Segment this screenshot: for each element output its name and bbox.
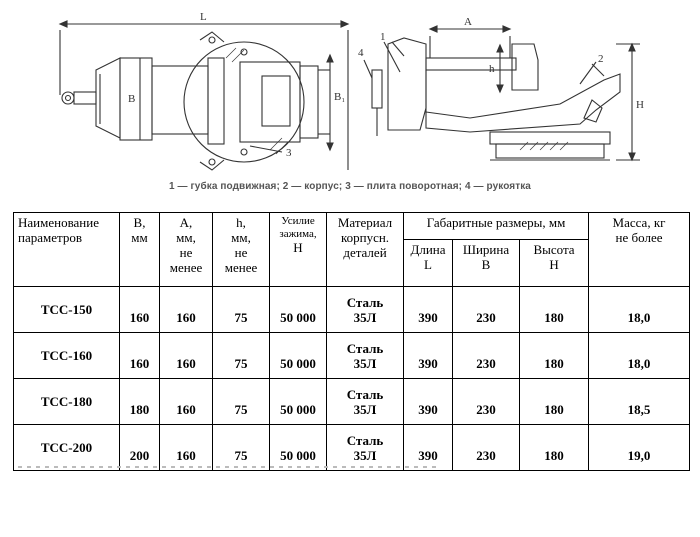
cell-h: 75 — [213, 425, 270, 471]
table-row — [14, 425, 690, 471]
vise-side-view — [364, 26, 640, 160]
header-force: Усилие зажима, Н — [270, 213, 327, 287]
dim-label-A: A — [464, 16, 472, 28]
cell-width: 230 — [453, 333, 520, 379]
cell-material: Сталь 35Л — [327, 333, 404, 379]
header-a: A, мм, не менее — [160, 213, 213, 287]
header-name: Наименование параметров — [14, 213, 120, 287]
cell-a: 160 — [160, 287, 213, 333]
drawing-caption: 1 — губка подвижная; 2 — корпус; 3 — плита поворотная; 4 — рукоятка — [169, 181, 531, 192]
header-dims-group: Габаритные размеры, мм — [404, 213, 589, 240]
cell-material: Сталь 35Л — [327, 425, 404, 471]
cell-h: 75 — [213, 379, 270, 425]
cell-height: 180 — [520, 379, 589, 425]
cell-force: 50 000 — [270, 425, 327, 471]
cell-mass: 18,0 — [589, 333, 690, 379]
header-h: h, мм, не менее — [213, 213, 270, 287]
cell-height: 180 — [520, 287, 589, 333]
table-row — [14, 287, 690, 333]
cell-model: ТСС-180 — [14, 379, 120, 425]
cell-a: 160 — [160, 425, 213, 471]
cell-length: 390 — [404, 333, 453, 379]
cell-material: Сталь 35Л — [327, 287, 404, 333]
callout-4: 4 — [358, 47, 364, 59]
header-height: Высота H — [520, 240, 589, 287]
table-row — [14, 333, 690, 379]
dim-label-L: L — [200, 11, 207, 23]
cell-b: 160 — [120, 287, 160, 333]
cell-width: 230 — [453, 379, 520, 425]
header-mass: Масса, кг не более — [589, 213, 690, 287]
dim-label-h: h — [489, 63, 495, 75]
cell-b: 180 — [120, 379, 160, 425]
header-material: Материал корпусн. деталей — [327, 213, 404, 287]
dim-label-B: B — [128, 93, 136, 105]
cell-force: 50 000 — [270, 287, 327, 333]
cell-model: ТСС-200 — [14, 425, 120, 471]
table-header-row — [14, 213, 690, 240]
dim-label-H: H — [636, 99, 644, 111]
cell-length: 390 — [404, 287, 453, 333]
cell-length: 390 — [404, 379, 453, 425]
cell-mass: 18,5 — [589, 379, 690, 425]
specifications-table — [13, 212, 690, 471]
cell-model: ТСС-150 — [14, 287, 120, 333]
cell-material: Сталь 35Л — [327, 379, 404, 425]
cell-a: 160 — [160, 379, 213, 425]
cell-width: 230 — [453, 425, 520, 471]
cell-width: 230 — [453, 287, 520, 333]
cell-force: 50 000 — [270, 379, 327, 425]
dim-label-B1: B₁ — [334, 91, 346, 103]
table-row — [14, 379, 690, 425]
cell-model: ТСС-160 — [14, 333, 120, 379]
cell-height: 180 — [520, 425, 589, 471]
cell-b: 200 — [120, 425, 160, 471]
callout-3: 3 — [286, 147, 292, 159]
faint-text-remnant — [18, 466, 438, 468]
cell-length: 390 — [404, 425, 453, 471]
cell-force: 50 000 — [270, 333, 327, 379]
cell-mass: 19,0 — [589, 425, 690, 471]
callout-2: 2 — [598, 53, 604, 65]
vise-top-view — [60, 21, 348, 170]
cell-a: 160 — [160, 333, 213, 379]
vise-technical-drawing — [0, 0, 700, 178]
header-length: Длина L — [404, 240, 453, 287]
cell-mass: 18,0 — [589, 287, 690, 333]
callout-1: 1 — [380, 31, 386, 43]
cell-h: 75 — [213, 333, 270, 379]
header-width: Ширина B — [453, 240, 520, 287]
cell-height: 180 — [520, 333, 589, 379]
cell-h: 75 — [213, 287, 270, 333]
header-b: B, мм — [120, 213, 160, 287]
cell-b: 160 — [120, 333, 160, 379]
